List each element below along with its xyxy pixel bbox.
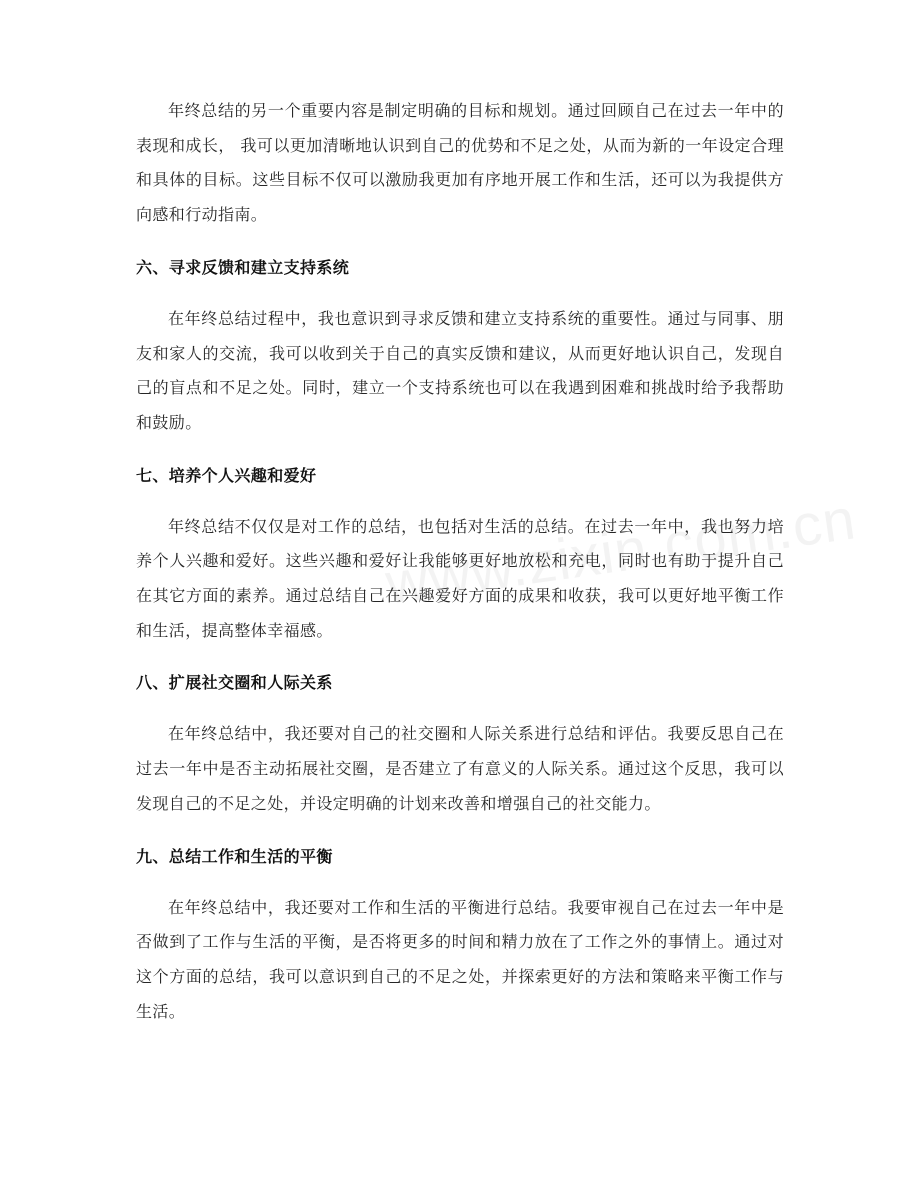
heading-section-9: 九、总结工作和生活的平衡 <box>136 846 333 866</box>
paragraph-section-9: 在年终总结中，我还要对工作和生活的平衡进行总结。我要审视自己在过去一年中是否做到了工作与生活的平衡，是否将更多的时间和精力放在了工作之外的事情上。通过对这个方面的总结，我可以意识到自己的不足之处，并探索更好的方法和策略来平衡工作与生活。 <box>136 897 784 1021</box>
document-body <box>136 94 784 1029</box>
heading-section-8: 八、扩展社交圈和人际关系 <box>136 673 333 693</box>
paragraph-goals: 年终总结的另一个重要内容是制定明确的目标和规划。通过回顾自己在过去一年中的表现和成长， 我可以更加清晰地认识到自己的优势和不足之处，从而为新的一年设定合理和具体的目标。这些目标不仅可以激励我更加有序地开展工作和生活，还可以为我提供方向感和行动指南。 <box>136 101 784 225</box>
heading-section-6: 六、寻求反馈和建立支持系统 <box>136 257 350 277</box>
heading-section-7: 七、培养个人兴趣和爱好 <box>136 465 317 485</box>
paragraph-section-8: 在年终总结中，我还要对自己的社交圈和人际关系进行总结和评估。我要反思自己在过去一年中是否主动拓展社交圈，是否建立了有意义的人际关系。通过这个反思，我可以发现自己的不足之处，并设定明确的计划来改善和增强自己的社交能力。 <box>136 724 784 813</box>
paragraph-section-7: 年终总结不仅仅是对工作的总结，也包括对生活的总结。在过去一年中，我也努力培养个人兴趣和爱好。这些兴趣和爱好让我能够更好地放松和充电，同时也有助于提升自己在其它方面的素养。通过总结自己在兴趣爱好方面的成果和收获，我可以更好地平衡工作和生活，提高整体幸福感。 <box>136 516 784 640</box>
paragraph-section-6: 在年终总结过程中，我也意识到寻求反馈和建立支持系统的重要性。通过与同事、朋友和家人的交流，我可以收到关于自己的真实反馈和建议，从而更好地认识自己，发现自己的盲点和不足之处。同时，建立一个支持系统也可以在我遇到困难和挑战时给予我帮助和鼓励。 <box>136 308 784 432</box>
